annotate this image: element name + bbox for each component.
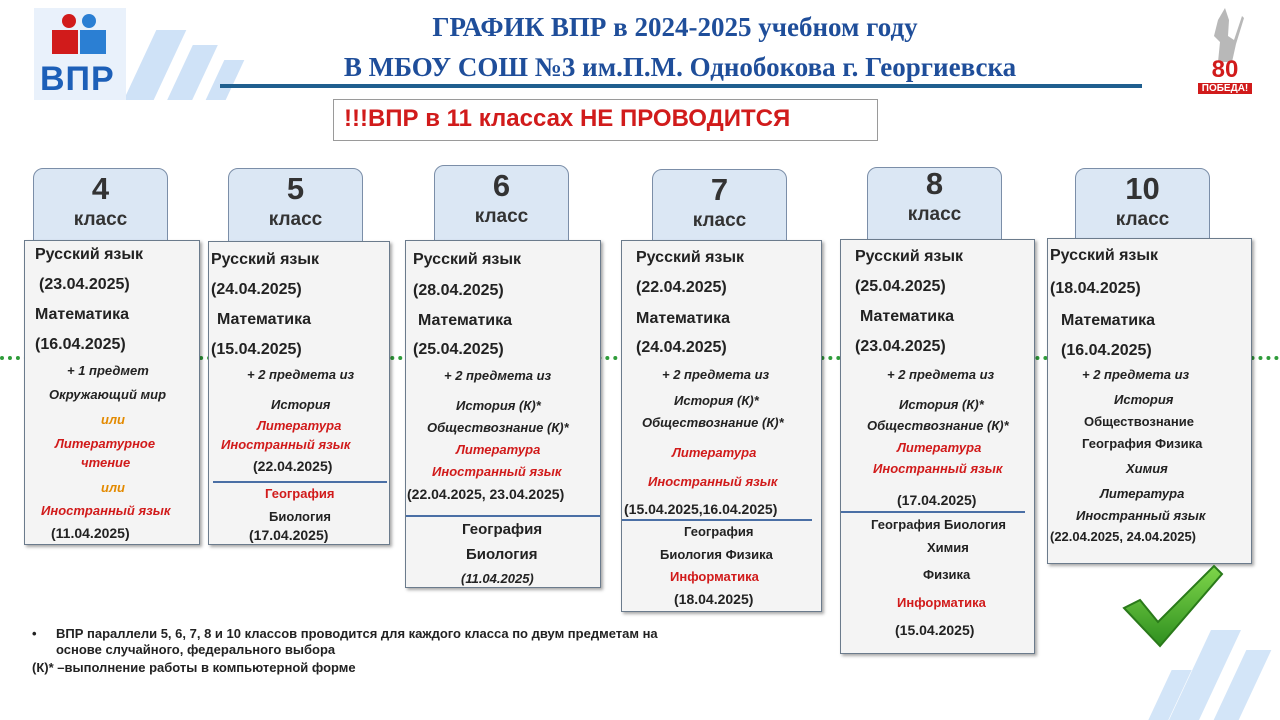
subject-math: Математика [217,311,312,328]
tab-grade-7 [652,169,787,245]
notice-text: !!!ВПР в 11 классах НЕ ПРОВОДИТСЯ [344,105,791,132]
date: (18.04.2025) [1050,280,1141,297]
date: (24.04.2025) [636,339,727,356]
tab-label: класс [474,206,529,227]
schedule-card-grade-8 [840,239,1035,654]
date: (11.04.2025) [461,571,534,586]
date: (18.04.2025) [674,591,754,607]
tab-label: класс [73,209,128,230]
subject-item: История [271,397,331,412]
footnote-line2: основе случайного, федерального выбора [56,642,336,657]
subject-item: География Биология [871,517,1007,532]
date: (17.04.2025) [897,492,977,508]
or-label: или [101,480,125,495]
date: (22.04.2025, 24.04.2025) [1050,529,1197,544]
date: (22.04.2025) [253,458,333,474]
subject-item: Иностранный язык [873,461,1003,476]
subject-item: Окружающий мир [49,387,167,402]
extra-subject-note: + 1 предмет [67,363,149,378]
subject-item: Обществознание (К)* [867,418,1009,433]
date: (15.04.2025) [211,341,302,358]
bullet: • [32,626,37,641]
extra-subject-note: + 2 предмета из [887,367,995,382]
tab-number: 8 [925,166,944,201]
schedule-card-grade-4 [24,240,200,545]
subject-item: чтение [81,455,131,470]
victory-number: 80 [1211,56,1239,83]
subject-item: Литература [257,418,342,433]
date: (15.04.2025,16.04.2025) [624,501,778,517]
separator [622,519,812,521]
subject-item: География Физика [1082,436,1203,451]
date: (16.04.2025) [35,336,126,353]
subject-russian: Русский язык [35,246,144,263]
date: (11.04.2025) [51,525,130,541]
subject-item: Литература [456,442,541,457]
subject-item: Литературное [55,436,156,451]
extra-subject-note: + 2 предмета из [247,367,355,382]
tab-grade-10 [1075,168,1210,246]
tab-number: 10 [1125,171,1160,206]
subject-item: Информатика [897,595,986,610]
date: (24.04.2025) [211,281,302,298]
subject-item: География [684,524,754,539]
page-subtitle: В МБОУ СОШ №3 им.П.М. Однобокова г. Георгиевска [343,52,1017,82]
logo-text: ВПР [40,60,115,98]
subject-russian: Русский язык [855,248,964,265]
extra-subject-note: + 2 предмета из [1082,367,1190,382]
subject-item: История (К)* [899,397,984,412]
subject-item: Иностранный язык [221,437,351,452]
checkmark-icon [1118,560,1228,650]
tab-label: класс [907,204,962,225]
schedule-card-grade-6 [405,240,601,588]
subject-item: Физика [923,567,971,582]
subject-item: Информатика [670,569,759,584]
subject-item: Иностранный язык [432,464,562,479]
victory-80-logo-icon [1198,6,1252,100]
subject-item: Биология [269,509,331,524]
subject-math: Математика [860,308,955,325]
schedule-card-grade-5 [208,241,390,545]
page-title: ГРАФИК ВПР в 2024-2025 учебном году [432,12,918,42]
subject-item: География [265,486,335,501]
subject-item: География [462,521,543,538]
tab-label: класс [1115,209,1170,230]
tab-number: 5 [286,171,305,206]
separator [406,515,600,517]
subject-russian: Русский язык [636,249,745,266]
subject-item: Литература [672,445,757,460]
tab-grade-4 [33,168,168,246]
date: (23.04.2025) [39,276,130,293]
subject-math: Математика [35,306,130,323]
separator [841,511,1025,513]
subject-item: История [1114,392,1174,407]
subject-item: Химия [1126,461,1168,476]
schedule-card-grade-7 [621,240,822,612]
subject-item: Обществознание (К)* [642,415,784,430]
title-underline [220,84,1142,88]
date: (28.04.2025) [413,282,504,299]
subject-russian: Русский язык [211,251,320,268]
footnote-line1: ВПР параллели 5, 6, 7, 8 и 10 классов проводится для каждого класса по двум предметам на [56,626,658,641]
date: (22.04.2025, 23.04.2025) [407,486,565,502]
subject-item: Обществознание [1084,414,1194,429]
date: (15.04.2025) [895,622,975,638]
subject-item: Биология [466,546,538,563]
subject-math: Математика [636,310,731,327]
tab-label: класс [692,210,747,231]
subject-item: Иностранный язык [1076,508,1206,523]
subject-item: Обществознание (К)* [427,420,569,435]
subject-item: История (К)* [456,398,541,413]
tab-grade-5 [228,168,363,246]
subject-math: Математика [1061,312,1156,329]
tab-label: класс [268,209,323,230]
subject-item: Иностранный язык [41,503,171,518]
date: (16.04.2025) [1061,342,1152,359]
tab-grade-6 [434,165,569,245]
separator [213,481,387,483]
tab-grade-8 [867,167,1002,245]
tab-number: 7 [710,172,729,207]
date: (25.04.2025) [413,341,504,358]
tab-number: 4 [91,171,110,206]
tab-number: 6 [492,168,511,203]
date: (17.04.2025) [249,527,329,543]
subject-item: Литература [897,440,982,455]
footnote-computer-form: (К)* –выполнение работы в компьютерной форме [32,660,356,675]
subject-item: Химия [927,540,969,555]
date: (23.04.2025) [855,338,946,355]
schedule-card-grade-10 [1047,238,1252,564]
or-label: или [101,412,125,427]
subject-russian: Русский язык [1050,247,1159,264]
extra-subject-note: + 2 предмета из [662,367,770,382]
date: (25.04.2025) [855,278,946,295]
subject-item: Иностранный язык [648,474,778,489]
vpr-logo-icon [34,8,126,100]
date: (22.04.2025) [636,279,727,296]
victory-word: ПОБЕДА! [1198,83,1252,94]
notice-box [333,99,878,141]
subject-item: История (К)* [674,393,759,408]
subject-math: Математика [418,312,513,329]
subject-russian: Русский язык [413,251,522,268]
subject-item: Литература [1100,486,1185,501]
subject-item: Биология Физика [660,547,773,562]
extra-subject-note: + 2 предмета из [444,368,552,383]
